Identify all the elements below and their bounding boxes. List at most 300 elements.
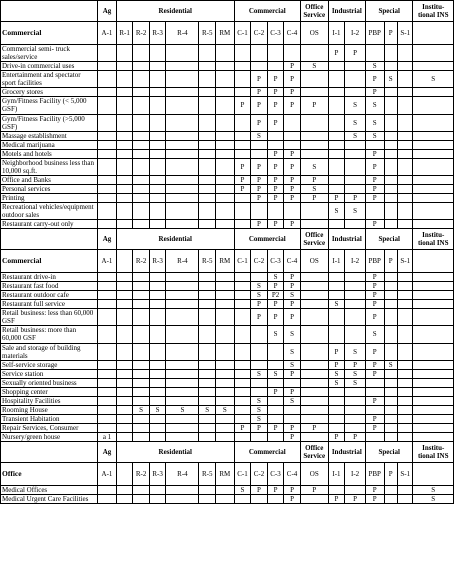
permission-cell xyxy=(216,432,235,441)
permission-cell xyxy=(300,202,328,219)
permission-cell xyxy=(384,309,397,326)
permission-cell xyxy=(251,140,268,149)
permission-cell xyxy=(116,432,133,441)
zone-code-header: R-2 xyxy=(133,250,150,273)
permission-cell xyxy=(384,387,397,396)
permission-cell xyxy=(116,88,133,97)
permission-cell xyxy=(116,184,133,193)
table-row xyxy=(1,423,454,432)
zone-code-header: C-4 xyxy=(284,250,301,273)
permission-cell xyxy=(328,485,345,494)
permission-cell xyxy=(251,387,268,396)
zone-code-header: A-1 xyxy=(98,250,117,273)
permission-cell: S xyxy=(345,97,366,114)
use-label: Entertainment and spectator sport facilities xyxy=(1,71,98,88)
table-row xyxy=(1,273,454,282)
permission-cell xyxy=(133,414,150,423)
permission-cell xyxy=(149,45,166,62)
permission-cell xyxy=(345,485,366,494)
permission-cell xyxy=(384,131,397,140)
permission-cell: P xyxy=(345,360,366,369)
permission-cell: P xyxy=(284,220,301,229)
permission-cell: P xyxy=(365,71,384,88)
permission-cell: S xyxy=(345,369,366,378)
permission-cell xyxy=(116,485,133,494)
permission-cell xyxy=(199,291,216,300)
permission-cell xyxy=(133,71,150,88)
permission-cell xyxy=(251,62,268,71)
permission-cell: S xyxy=(300,184,328,193)
zone-code-header xyxy=(413,462,454,485)
permission-cell xyxy=(116,387,133,396)
use-label: Rooming House xyxy=(1,405,98,414)
permission-cell xyxy=(116,97,133,114)
permission-cell xyxy=(345,88,366,97)
permission-cell xyxy=(149,360,166,369)
permission-cell: S xyxy=(328,300,345,309)
zone-code-header: P xyxy=(384,22,397,45)
permission-cell xyxy=(284,140,301,149)
permission-cell xyxy=(149,485,166,494)
permission-cell xyxy=(413,140,454,149)
zone-group-header: Ag xyxy=(98,441,117,462)
permission-cell xyxy=(216,423,235,432)
permission-cell: P xyxy=(284,282,301,291)
permission-cell xyxy=(216,62,235,71)
permission-cell xyxy=(300,114,328,131)
permission-cell xyxy=(397,405,413,414)
permission-cell xyxy=(328,62,345,71)
zone-code-header: R-5 xyxy=(199,22,216,45)
permission-cell xyxy=(116,396,133,405)
zone-code-header: R-1 xyxy=(116,22,133,45)
permission-cell xyxy=(216,193,235,202)
permission-cell xyxy=(199,432,216,441)
use-label: Restaurant fast food xyxy=(1,282,98,291)
permission-cell xyxy=(98,282,117,291)
zone-code-header: RM xyxy=(216,462,235,485)
permission-cell xyxy=(116,114,133,131)
permission-cell xyxy=(133,309,150,326)
permission-cell xyxy=(234,88,251,97)
section-title: Commercial xyxy=(1,250,98,273)
zone-group-header: Ag xyxy=(98,1,117,22)
permission-cell: P xyxy=(284,97,301,114)
permission-cell xyxy=(397,193,413,202)
permission-cell xyxy=(345,220,366,229)
permission-cell xyxy=(133,396,150,405)
zone-group-header: Industrial xyxy=(328,1,365,22)
use-label: Medical marijuana xyxy=(1,140,98,149)
permission-cell: P xyxy=(365,360,384,369)
permission-cell xyxy=(216,71,235,88)
use-label: Motels and hotels xyxy=(1,149,98,158)
permission-cell xyxy=(234,193,251,202)
zone-code-header: RM xyxy=(216,250,235,273)
permission-cell xyxy=(116,414,133,423)
permission-cell: S xyxy=(251,396,268,405)
permission-cell xyxy=(365,405,384,414)
permission-cell xyxy=(328,291,345,300)
permission-cell: S xyxy=(199,405,216,414)
permission-cell xyxy=(384,149,397,158)
permission-cell xyxy=(166,396,199,405)
table-row xyxy=(1,432,454,441)
permission-cell xyxy=(384,405,397,414)
section-title: Commercial xyxy=(1,22,98,45)
permission-cell xyxy=(397,387,413,396)
permission-cell xyxy=(98,273,117,282)
permission-cell xyxy=(413,309,454,326)
permission-cell xyxy=(166,97,199,114)
permission-cell xyxy=(413,97,454,114)
permission-cell xyxy=(328,88,345,97)
permission-cell: P xyxy=(300,485,328,494)
permission-cell xyxy=(216,202,235,219)
permission-cell xyxy=(300,220,328,229)
zone-code-header: I-2 xyxy=(345,462,366,485)
permission-cell: P xyxy=(365,291,384,300)
permission-cell xyxy=(133,131,150,140)
permission-cell xyxy=(166,326,199,343)
zone-code-header: OS xyxy=(300,22,328,45)
permission-cell xyxy=(267,131,284,140)
permission-cell xyxy=(397,378,413,387)
permission-cell: P xyxy=(267,149,284,158)
permission-cell: S xyxy=(365,114,384,131)
permission-cell: P xyxy=(267,114,284,131)
permission-cell xyxy=(166,378,199,387)
permission-cell: P xyxy=(328,343,345,360)
permission-cell xyxy=(300,414,328,423)
zone-code-header xyxy=(116,462,133,485)
permission-cell xyxy=(166,193,199,202)
table-row xyxy=(1,202,454,219)
permission-cell xyxy=(234,326,251,343)
zone-code-header: C-3 xyxy=(267,462,284,485)
permission-cell xyxy=(199,485,216,494)
permission-cell xyxy=(300,387,328,396)
permission-cell xyxy=(116,423,133,432)
permission-cell xyxy=(328,273,345,282)
header-blank-cell xyxy=(1,229,98,250)
permission-cell: P xyxy=(284,432,301,441)
permission-cell xyxy=(199,300,216,309)
permission-cell: S xyxy=(234,485,251,494)
permission-cell xyxy=(133,387,150,396)
zone-code-header: R-3 xyxy=(149,22,166,45)
permission-cell xyxy=(216,326,235,343)
permission-cell xyxy=(116,360,133,369)
permission-cell xyxy=(345,175,366,184)
permission-cell xyxy=(133,97,150,114)
permission-cell xyxy=(166,158,199,175)
zone-code-header xyxy=(413,22,454,45)
permission-cell xyxy=(328,149,345,158)
permission-cell xyxy=(116,326,133,343)
permission-cell xyxy=(98,378,117,387)
use-label: Massage establishment xyxy=(1,131,98,140)
permission-cell xyxy=(234,432,251,441)
permission-cell xyxy=(267,202,284,219)
zone-group-header: Office Service xyxy=(300,1,328,22)
permission-cell: P xyxy=(267,88,284,97)
permission-cell: S xyxy=(328,202,345,219)
permission-cell xyxy=(199,309,216,326)
permission-cell xyxy=(365,140,384,149)
table-row xyxy=(1,309,454,326)
permission-cell xyxy=(133,282,150,291)
permission-cell xyxy=(413,343,454,360)
permission-cell xyxy=(384,369,397,378)
permission-cell: P xyxy=(345,432,366,441)
permission-cell: S xyxy=(251,414,268,423)
zone-code-header: P xyxy=(384,462,397,485)
permission-cell xyxy=(345,149,366,158)
permission-cell xyxy=(98,175,117,184)
permission-cell xyxy=(98,140,117,149)
permission-cell xyxy=(166,175,199,184)
permission-cell xyxy=(166,432,199,441)
use-label: Grocery stores xyxy=(1,88,98,97)
use-label: Medical Urgent Care Facilities xyxy=(1,494,98,503)
permission-cell: P xyxy=(365,343,384,360)
permission-cell xyxy=(413,300,454,309)
permission-cell xyxy=(216,282,235,291)
permission-cell xyxy=(413,405,454,414)
table-row xyxy=(1,220,454,229)
permission-cell xyxy=(234,414,251,423)
permission-cell xyxy=(234,282,251,291)
permission-cell: P xyxy=(251,184,268,193)
zone-code-header: C-1 xyxy=(234,462,251,485)
permission-cell xyxy=(234,387,251,396)
permission-cell xyxy=(166,131,199,140)
permission-cell xyxy=(345,423,366,432)
permission-cell xyxy=(328,97,345,114)
permission-cell xyxy=(384,175,397,184)
permission-cell xyxy=(133,378,150,387)
permission-cell xyxy=(216,485,235,494)
permission-cell xyxy=(216,360,235,369)
permission-cell xyxy=(384,158,397,175)
permission-cell xyxy=(149,220,166,229)
permission-cell: P xyxy=(365,149,384,158)
zone-group-header: Residential xyxy=(116,1,234,22)
permission-cell xyxy=(413,378,454,387)
permission-cell: P xyxy=(365,88,384,97)
permission-cell xyxy=(133,360,150,369)
zone-code-header: C-4 xyxy=(284,462,301,485)
permission-cell xyxy=(98,387,117,396)
permission-cell xyxy=(133,291,150,300)
permission-cell: P xyxy=(267,282,284,291)
use-label: Personal services xyxy=(1,184,98,193)
permission-cell xyxy=(216,396,235,405)
permission-cell xyxy=(345,282,366,291)
permission-cell xyxy=(199,149,216,158)
permission-cell: P xyxy=(365,494,384,503)
permission-cell: P xyxy=(234,158,251,175)
permission-cell: S xyxy=(284,360,301,369)
permission-cell xyxy=(384,220,397,229)
permission-cell: P xyxy=(284,387,301,396)
permission-cell xyxy=(216,300,235,309)
permission-cell xyxy=(166,360,199,369)
permission-cell xyxy=(300,71,328,88)
permission-cell xyxy=(149,291,166,300)
permission-cell xyxy=(267,494,284,503)
permission-cell xyxy=(384,97,397,114)
permission-cell xyxy=(251,360,268,369)
permission-cell xyxy=(397,45,413,62)
permission-cell xyxy=(199,343,216,360)
permission-cell xyxy=(216,494,235,503)
table-row xyxy=(1,485,454,494)
permission-cell: P xyxy=(300,175,328,184)
zone-code-header: C-2 xyxy=(251,462,268,485)
permission-cell xyxy=(116,140,133,149)
permission-cell xyxy=(413,369,454,378)
permission-cell xyxy=(116,405,133,414)
zone-code-header xyxy=(413,250,454,273)
permission-cell: S xyxy=(284,291,301,300)
permission-cell xyxy=(384,396,397,405)
permission-cell xyxy=(98,184,117,193)
permission-cell xyxy=(397,432,413,441)
permission-cell xyxy=(397,309,413,326)
permission-cell xyxy=(328,282,345,291)
permission-cell xyxy=(98,158,117,175)
permission-cell xyxy=(251,326,268,343)
permission-cell xyxy=(251,149,268,158)
permission-cell: P xyxy=(365,423,384,432)
permission-cell xyxy=(216,184,235,193)
permission-cell xyxy=(328,220,345,229)
permission-cell xyxy=(384,282,397,291)
zone-code-header: R-5 xyxy=(199,250,216,273)
permission-cell: P xyxy=(267,175,284,184)
table-row xyxy=(1,158,454,175)
permission-cell xyxy=(413,273,454,282)
permission-cell: P xyxy=(234,97,251,114)
permission-cell xyxy=(234,405,251,414)
use-label: Office and Banks xyxy=(1,175,98,184)
permission-cell xyxy=(216,158,235,175)
zone-code-header: R-4 xyxy=(166,462,199,485)
zone-group-header: Special xyxy=(365,1,413,22)
use-label: Shopping center xyxy=(1,387,98,396)
table-row xyxy=(1,378,454,387)
table-row xyxy=(1,387,454,396)
permission-cell: P xyxy=(267,309,284,326)
permission-cell xyxy=(413,423,454,432)
permission-cell xyxy=(345,300,366,309)
permission-cell xyxy=(413,193,454,202)
permission-cell xyxy=(116,369,133,378)
permission-cell xyxy=(300,282,328,291)
permission-cell: S xyxy=(251,282,268,291)
permission-cell xyxy=(216,175,235,184)
permission-cell xyxy=(234,396,251,405)
zone-code-header: C-1 xyxy=(234,250,251,273)
permission-cell xyxy=(116,273,133,282)
permission-cell xyxy=(397,175,413,184)
permission-cell xyxy=(133,220,150,229)
permission-cell xyxy=(328,396,345,405)
permission-cell: P xyxy=(365,273,384,282)
permission-cell: P xyxy=(345,45,366,62)
permission-cell xyxy=(98,114,117,131)
zone-code-header: I-1 xyxy=(328,462,345,485)
permission-cell xyxy=(300,149,328,158)
zone-code-header: R-2 xyxy=(133,22,150,45)
permission-cell: S xyxy=(251,369,268,378)
permission-cell xyxy=(384,88,397,97)
permission-cell: P xyxy=(267,184,284,193)
table-row xyxy=(1,326,454,343)
permission-cell xyxy=(345,414,366,423)
permission-cell: P xyxy=(267,97,284,114)
permission-cell xyxy=(328,114,345,131)
permission-cell: P xyxy=(251,114,268,131)
permission-cell xyxy=(328,140,345,149)
permission-cell xyxy=(413,45,454,62)
permission-cell: S xyxy=(328,369,345,378)
permission-cell xyxy=(166,387,199,396)
permission-cell: P xyxy=(328,45,345,62)
permission-cell xyxy=(413,360,454,369)
permission-cell: P xyxy=(251,220,268,229)
permission-cell xyxy=(397,131,413,140)
permission-cell xyxy=(166,45,199,62)
group-header-row xyxy=(1,441,454,462)
permission-cell xyxy=(300,494,328,503)
permission-cell: P xyxy=(267,300,284,309)
table-row xyxy=(1,149,454,158)
permission-cell: P xyxy=(267,485,284,494)
permission-cell xyxy=(284,405,301,414)
permission-cell xyxy=(413,326,454,343)
permission-cell xyxy=(328,184,345,193)
permission-cell xyxy=(234,494,251,503)
permission-cell xyxy=(98,300,117,309)
table-row xyxy=(1,193,454,202)
permission-cell xyxy=(98,62,117,71)
permission-cell xyxy=(199,202,216,219)
permission-cell xyxy=(300,309,328,326)
zone-code-header: I-2 xyxy=(345,250,366,273)
permission-cell xyxy=(300,360,328,369)
zone-code-header: C-2 xyxy=(251,22,268,45)
permission-cell xyxy=(345,71,366,88)
permission-cell xyxy=(397,291,413,300)
permission-cell xyxy=(384,494,397,503)
permission-cell: P xyxy=(267,158,284,175)
permission-cell: P xyxy=(328,193,345,202)
permission-cell xyxy=(300,273,328,282)
permission-cell xyxy=(397,343,413,360)
permission-cell xyxy=(384,45,397,62)
use-label: Retail business: more than 60,000 GSF xyxy=(1,326,98,343)
permission-cell xyxy=(413,175,454,184)
permission-cell xyxy=(98,71,117,88)
zone-group-header: Special xyxy=(365,441,413,462)
permission-cell xyxy=(199,423,216,432)
use-label: Nursery/green house xyxy=(1,432,98,441)
zone-code-header: R-2 xyxy=(133,462,150,485)
permission-cell xyxy=(234,378,251,387)
